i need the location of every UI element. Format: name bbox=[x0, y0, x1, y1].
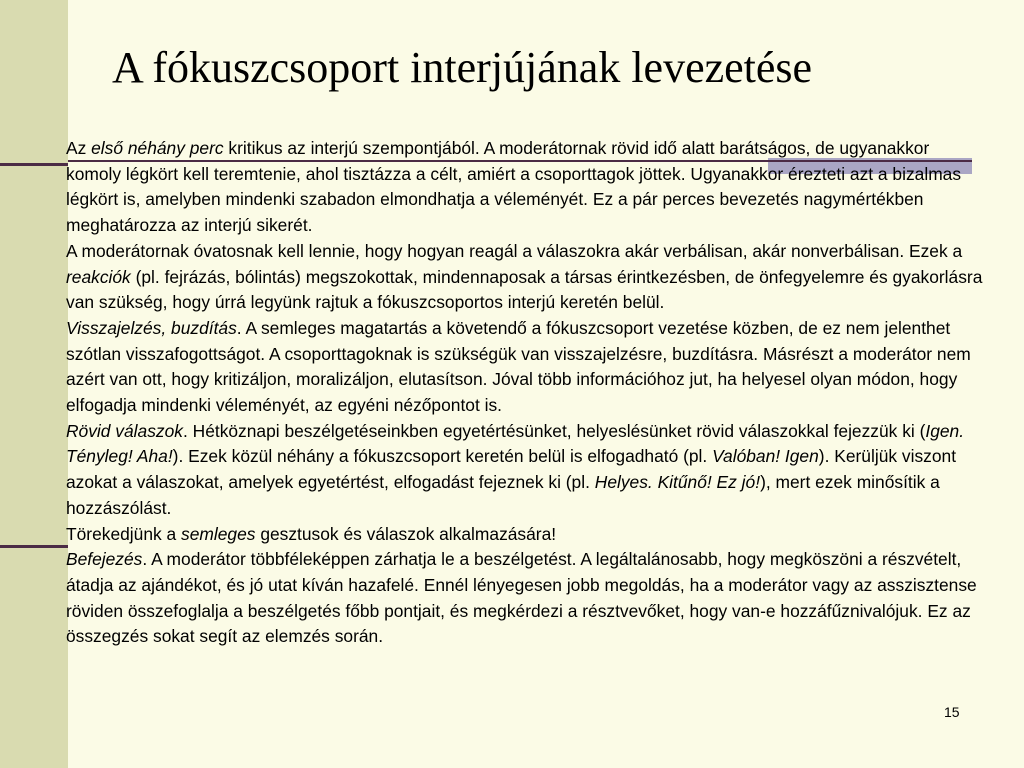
text-run: (pl. fejrázás, bólintás) megszokottak, mindennaposak a társas érintkezésben, de önfegyelemre és gyakorlásra van szükség, hogy úrrá legyünk rajtuk a fókuszcsoportos interjú keretén belül. bbox=[66, 266, 983, 313]
italic-text: reakciók bbox=[66, 266, 131, 287]
body-paragraph bbox=[66, 419, 988, 522]
text-run: gesztusok és válaszok alkalmazására! bbox=[255, 523, 557, 544]
italic-text: Helyes. Kitűnő! Ez jó! bbox=[594, 472, 761, 493]
text-run: . A moderátor többféleképpen zárhatja le a beszélgetést. A legáltalánosabb, hogy megköszöni a részvételt, átadja az ajándékot, és jó utat kíván hazafelé. Ennél lényegesen jobb megoldás, ha a moderátor vagy az asszisztense röviden összefoglalja a beszélgetés főbb pontjait, és megkérdezi a résztvevőket, hogy van-e hozzáfűznivalójuk. Ez az összegzés sokat segít az elemzés során. bbox=[66, 549, 977, 647]
italic-text: semleges bbox=[181, 523, 256, 544]
slide-title: A fókuszcsoport interjújának levezetése bbox=[112, 43, 813, 92]
slide-body bbox=[66, 136, 988, 650]
body-paragraph bbox=[66, 522, 988, 548]
side-band bbox=[0, 0, 68, 768]
body-paragraph bbox=[66, 316, 988, 419]
text-run: A moderátornak óvatosnak kell lennie, hogy hogyan reagál a válaszokra akár verbálisan, akár nonverbálisan. Ezek a bbox=[66, 240, 963, 261]
text-run: . Hétköznapi beszélgetéseinkben egyetértésünket, helyeslésünket rövid válaszokkal fejezzük ki ( bbox=[182, 420, 926, 441]
text-run: ). Ezek közül néhány a fókuszcsoport keretén belül is elfogadható (pl. bbox=[172, 446, 713, 467]
text-run: Törekedjünk a bbox=[66, 523, 182, 544]
left-accent-line-bottom bbox=[0, 545, 68, 548]
body-paragraph bbox=[66, 547, 988, 650]
body-paragraph bbox=[66, 136, 988, 239]
italic-text: Visszajelzés, buzdítás bbox=[66, 317, 237, 338]
text-run: kritikus az interjú szempontjából. A moderátornak rövid idő alatt barátságos, de ugyanakkor komoly légkört kell teremtenie, ahol tisztázza a célt, amiért a csoporttagok jöttek. Ugyanakkor érezteti azt a bizalmas légkört is, amelyben mindenki szabadon elmondhatja a véleményét. Ez a pár perces bevezetés nagymértékben meghatározza az interjú sikerét. bbox=[66, 138, 962, 236]
italic-text: Rövid válaszok bbox=[66, 420, 183, 441]
text-run: . A semleges magatartás a követendő a fókuszcsoport vezetése közben, de ez nem jelenthet szótlan visszafogottságot. A csoporttagoknak is szükségük van visszajelzésre, buzdításra. Másrészt a moderátor nem azért van ott, hogy kritizáljon, moralizáljon, elutasítson. Jóval több információhoz jut, ha helyesel olyan módon, hogy elfogadja mindenki véleményét, az egyéni nézőpontot is. bbox=[66, 317, 971, 416]
text-run: Az bbox=[66, 138, 92, 158]
body-paragraph bbox=[66, 239, 988, 316]
left-accent-line-top bbox=[0, 163, 68, 166]
text-run: ). Kerüljük viszont azokat a válaszokat, amelyek egyetértést, elfogadást fejeznek ki (pl. bbox=[66, 446, 957, 493]
italic-text: Befejezés bbox=[66, 549, 143, 570]
italic-text: első néhány perc bbox=[91, 138, 224, 158]
text-run: ), mert ezek minősítik a hozzászólást. bbox=[66, 472, 940, 518]
page-number: 15 bbox=[944, 704, 960, 720]
italic-text: Igen. Tényleg! Aha! bbox=[66, 420, 965, 467]
italic-text: Valóban! Igen bbox=[712, 446, 819, 467]
